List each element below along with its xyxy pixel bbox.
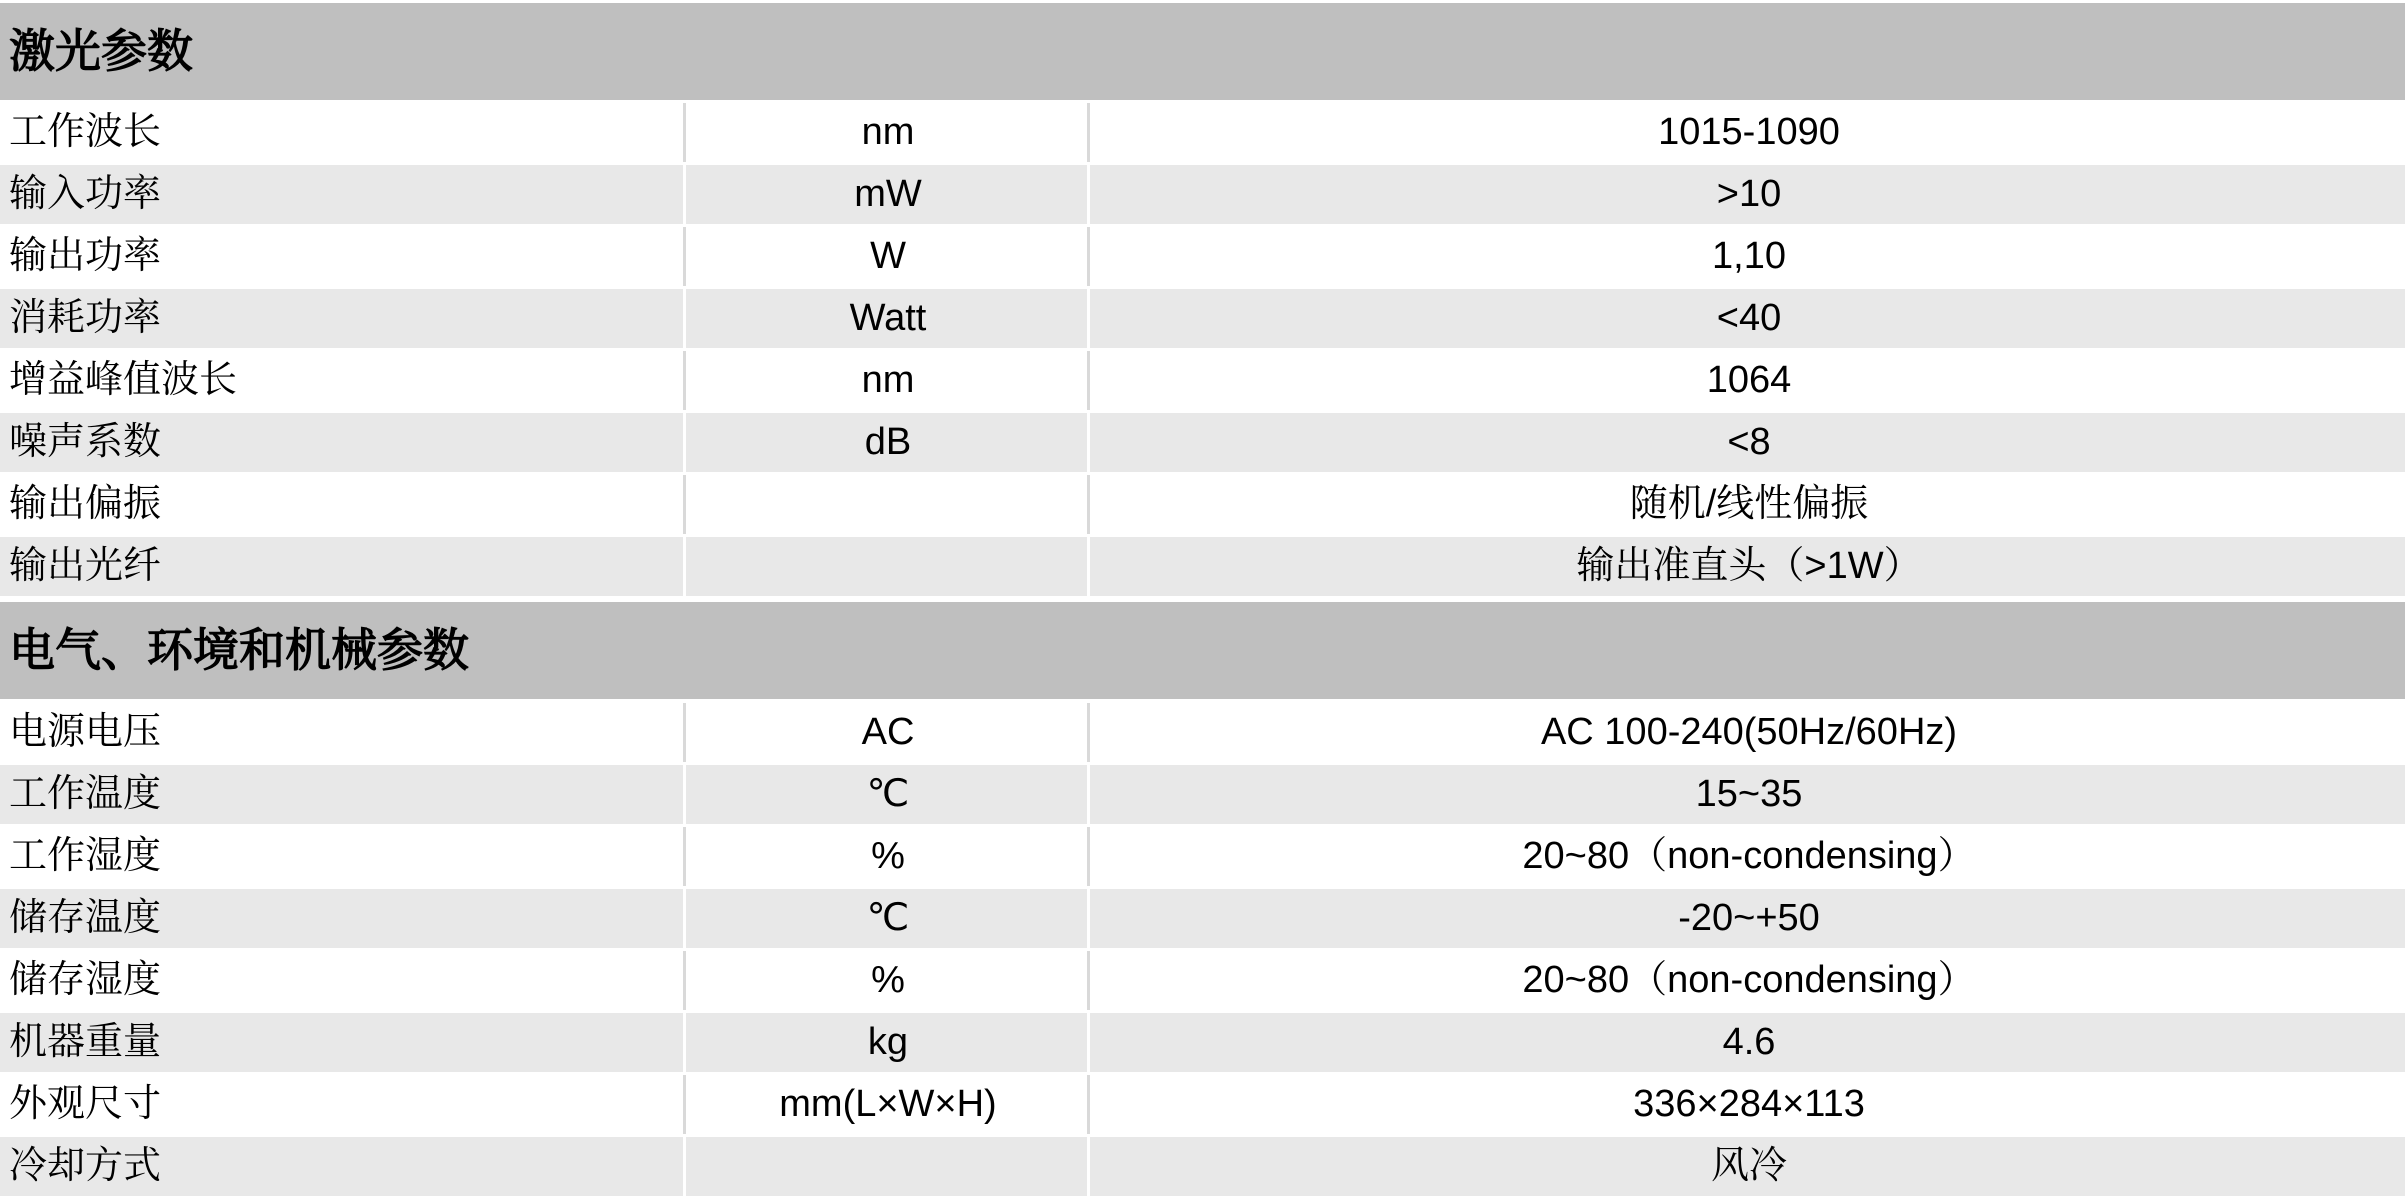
param-value: 1,10	[1087, 227, 2405, 286]
param-name: 外观尺寸	[9, 1083, 162, 1125]
param-unit: ℃	[683, 889, 1090, 948]
table-row	[0, 1010, 2405, 1072]
param-value: >10	[1087, 165, 2405, 224]
param-unit: W	[683, 227, 1090, 286]
table-row	[0, 472, 2405, 534]
param-unit: mm(L×W×H)	[683, 1075, 1090, 1134]
param-unit	[683, 475, 1090, 534]
table-row	[0, 1134, 2405, 1196]
param-value: 1015-1090	[1087, 103, 2405, 162]
table-row	[0, 410, 2405, 472]
param-value: 输出准直头（>1W）	[1087, 537, 2405, 596]
param-value: <40	[1087, 289, 2405, 348]
table-row	[0, 948, 2405, 1010]
param-unit: %	[683, 951, 1090, 1010]
param-name: 冷却方式	[9, 1145, 162, 1187]
param-value: 20~80（non-condensing）	[1087, 827, 2405, 886]
param-name: 输入功率	[9, 173, 162, 215]
param-name: 机器重量	[9, 1021, 162, 1063]
param-value: 20~80（non-condensing）	[1087, 951, 2405, 1010]
table-row	[0, 162, 2405, 224]
param-name: 储存温度	[9, 897, 162, 939]
param-value: -20~+50	[1087, 889, 2405, 948]
param-unit: mW	[683, 165, 1090, 224]
param-value: 风冷	[1087, 1137, 2405, 1196]
table-row	[0, 534, 2405, 596]
table-row	[0, 824, 2405, 886]
param-name: 电源电压	[9, 711, 162, 753]
param-name: 输出偏振	[9, 483, 162, 525]
param-unit: kg	[683, 1013, 1090, 1072]
param-name: 工作波长	[9, 111, 162, 153]
param-unit: ℃	[683, 765, 1090, 824]
param-name: 消耗功率	[9, 297, 162, 339]
param-value: 随机/线性偏振	[1087, 475, 2405, 534]
param-value: 336×284×113	[1087, 1075, 2405, 1134]
param-value: 4.6	[1087, 1013, 2405, 1072]
param-name: 储存湿度	[9, 959, 162, 1001]
param-value: 15~35	[1087, 765, 2405, 824]
table-row	[0, 1072, 2405, 1134]
param-name: 工作温度	[9, 773, 162, 815]
param-value: <8	[1087, 413, 2405, 472]
table-row	[0, 224, 2405, 286]
param-name: 输出光纤	[9, 545, 162, 587]
section-header-electrical: 电气、环境和机械参数	[0, 599, 2405, 699]
param-name: 增益峰值波长	[9, 359, 238, 401]
table-row	[0, 286, 2405, 348]
param-unit	[683, 537, 1090, 596]
param-unit: AC	[683, 703, 1090, 762]
param-name: 噪声系数	[9, 421, 162, 463]
param-unit: nm	[683, 351, 1090, 410]
param-unit: nm	[683, 103, 1090, 162]
param-value: AC 100-240(50Hz/60Hz)	[1087, 703, 2405, 762]
param-unit: %	[683, 827, 1090, 886]
param-name: 输出功率	[9, 235, 162, 277]
table-row	[0, 348, 2405, 410]
param-unit	[683, 1137, 1090, 1196]
table-row	[0, 700, 2405, 762]
param-unit: dB	[683, 413, 1090, 472]
param-unit: Watt	[683, 289, 1090, 348]
table-row	[0, 886, 2405, 948]
table-row	[0, 100, 2405, 162]
section-header-laser: 激光参数	[0, 0, 2405, 100]
table-row	[0, 762, 2405, 824]
param-value: 1064	[1087, 351, 2405, 410]
param-name: 工作湿度	[9, 835, 162, 877]
